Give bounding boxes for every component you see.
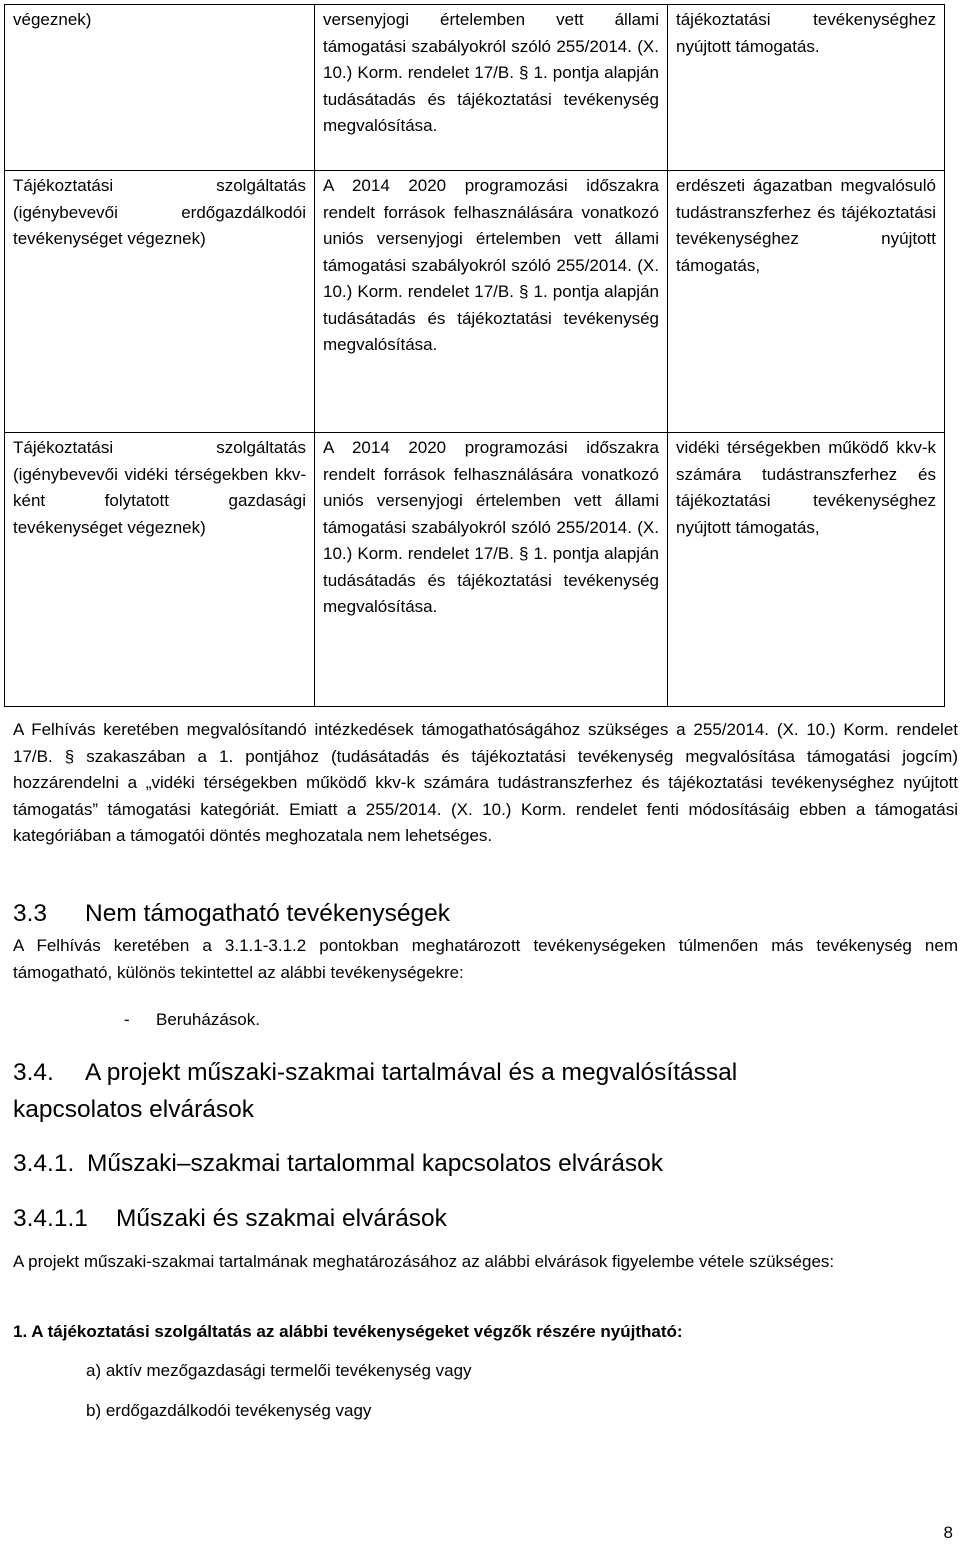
paragraph-nem-tamogathato: A Felhívás keretében a 3.1.1-3.1.2 pontokban meghatározott tevékenységeken túlmenően más tevékenység nem támogatható, különös tekintettel az alábbi tevékenységekre: [13, 936, 958, 982]
heading-text: Műszaki és szakmai elvárások [116, 1205, 447, 1232]
list-item: a) aktív mezőgazdasági termelői tevékenység vagy [86, 1361, 472, 1380]
heading-number: 3.4.1. [13, 1150, 75, 1177]
table-cell: A 2014 2020 programozási időszakra rendelt források felhasználására vonatkozó uniós versenyjogi értelemben vett állami támogatási szabályokról szóló 255/2014. (X. 10.) Korm. rendelet 17/B. § 1. pontja alapján tudásátadás és tájékoztatási tevékenység megvalósítása. [315, 433, 668, 707]
heading-number: 3.4.1.1 [13, 1205, 88, 1232]
paragraph-felhivas: A Felhívás keretében megvalósítandó intézkedések támogathatóságához szükséges a 255/2014. (X. 10.) Korm. rendelet 17/B. § szakaszában a 1. pontjához (tudásátadás és tájékoztatási tevékenység megvalósítása támogatási jogcím) hozzárendelni a „vidéki térségekben működő kkv-k számára tudástranszferhez és tájékoztatási tevékenységhez nyújtott támogatás” támogatási kategóriát. Emiatt a 255/2014. (X. 10.) Korm. rendelet fenti módosításáig ebben a támogatási kategóriában a támogatói döntés meghozatala nem lehetséges. [13, 720, 958, 845]
table-cell: Tájékoztatási szolgáltatás (igénybevevői erdőgazdálkodói tevékenységet végeznek) [5, 171, 315, 433]
list-item [124, 1007, 260, 1033]
heading-3-4 [13, 1054, 873, 1128]
heading-number: 3.4. [13, 1059, 54, 1086]
heading-number: 3.3 [13, 900, 48, 927]
table-cell: végeznek) [5, 5, 315, 171]
table-cell: tájékoztatási tevékenységhez nyújtott támogatás. [668, 5, 945, 171]
table-cell: Tájékoztatási szolgáltatás (igénybevevői vidéki térségekben kkv-ként folytatott gazdasági tevékenységet végeznek) [5, 433, 315, 707]
table-row [5, 5, 945, 171]
heading-text: Nem támogatható tevékenységek [85, 900, 450, 927]
paragraph-elvarasok: A projekt műszaki-szakmai tartalmának meghatározásához az alábbi elvárások figyelembe vétele szükséges: [13, 1252, 835, 1271]
heading-3-4-1 [13, 1149, 663, 1179]
list-item: b) erdőgazdálkodói tevékenység vagy [86, 1401, 372, 1420]
table-row [5, 171, 945, 433]
heading-text: Műszaki–szakmai tartalommal kapcsolatos elvárások [87, 1150, 663, 1177]
heading-3-4-1-1 [13, 1204, 447, 1234]
table-cell: A 2014 2020 programozási időszakra rendelt források felhasználására vonatkozó uniós versenyjogi értelemben vett állami támogatási szabályokról szóló 255/2014. (X. 10.) Korm. rendelet 17/B. § 1. pontja alapján tudásátadás és tájékoztatási tevékenység megvalósítása. [315, 171, 668, 433]
heading-3-3 [13, 899, 450, 929]
heading-text: A projekt műszaki-szakmai tartalmával és a megvalósítással kapcsolatos elvárások [13, 1059, 738, 1123]
page-number: 8 [943, 1523, 953, 1542]
bold-statement: 1. A tájékoztatási szolgáltatás az alábbi tevékenységeket végzők részére nyújtható: [13, 1322, 683, 1341]
table-cell: erdészeti ágazatban megvalósuló tudástranszferhez és tájékoztatási tevékenységhez nyújtott támogatás, [668, 171, 945, 433]
list-dash: - [124, 1010, 130, 1029]
support-table [4, 4, 945, 707]
table-cell: versenyjogi értelemben vett állami támogatási szabályokról szóló 255/2014. (X. 10.) Korm. rendelet 17/B. § 1. pontja alapján tudásátadás és tájékoztatási tevékenység megvalósítása. [315, 5, 668, 171]
table-row [5, 433, 945, 707]
table-cell: vidéki térségekben működő kkv-k számára tudástranszferhez és tájékoztatási tevékenységhez nyújtott támogatás, [668, 433, 945, 707]
list-text: Beruházások. [156, 1010, 260, 1029]
